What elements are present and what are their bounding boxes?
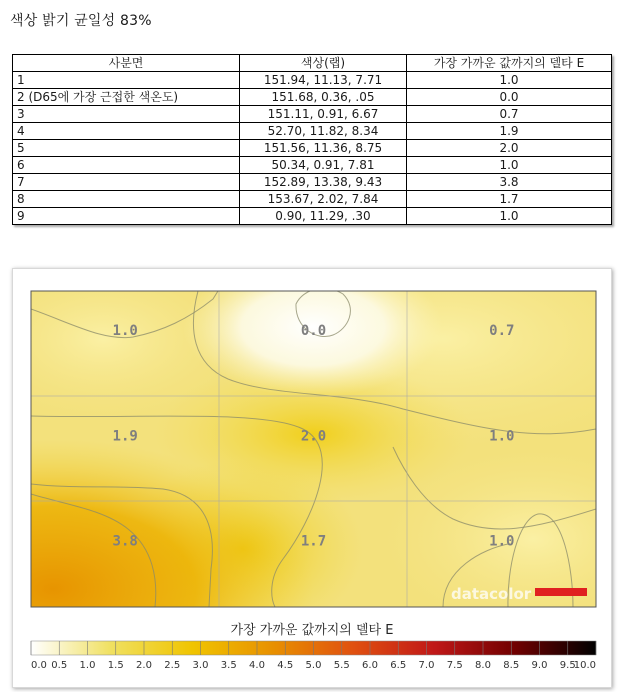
cell-lab: 52.70, 11.82, 8.34 (240, 123, 407, 140)
cell-sector: 8 (13, 191, 240, 208)
cell-lab: 0.90, 11.29, .30 (240, 208, 407, 225)
cell-lab: 153.67, 2.02, 7.84 (240, 191, 407, 208)
uniformity-table-container (12, 54, 612, 225)
watermark-accent-bar (535, 588, 587, 596)
color-scale-tick-label: 5.5 (333, 660, 350, 671)
cell-lab: 151.68, 0.36, .05 (240, 89, 407, 106)
cell-lab: 151.56, 11.36, 8.75 (240, 140, 407, 157)
color-scale-tick-label: 0.0 (31, 660, 47, 671)
cell-sector: 7 (13, 174, 240, 191)
table-row (13, 174, 612, 191)
color-scale-tick-label: 3.0 (192, 660, 209, 671)
cell-delta-e: 0.0 (407, 89, 612, 106)
color-scale-tick-label: 4.5 (277, 660, 294, 671)
table-row (13, 208, 612, 225)
header-delta-e: 가장 가까운 값까지의 델타 E (407, 55, 612, 72)
color-scale-labels (31, 660, 596, 671)
cell-delta-e: 1.0 (407, 72, 612, 89)
watermark-text: datacolor (451, 585, 532, 603)
table-header-row (13, 55, 612, 72)
heatmap-cell-label: 1.0 (112, 323, 138, 339)
color-scale-tick-label: 9.0 (531, 660, 548, 671)
color-scale-tick-label: 3.5 (220, 660, 237, 671)
color-scale-tick-label: 5.0 (305, 660, 322, 671)
heatmap-cell-label: 2.0 (300, 428, 327, 445)
cell-sector: 4 (13, 123, 240, 140)
heatmap-cell-label: 1.7 (300, 533, 327, 550)
cell-lab: 50.34, 0.91, 7.81 (240, 157, 407, 174)
color-scale-tick-label: 2.0 (136, 660, 152, 671)
color-scale-tick-label: 7.0 (418, 660, 435, 671)
cell-sector: 9 (13, 208, 240, 225)
color-scale-tick-label: 1.0 (79, 660, 96, 671)
heatmap-cell-label: 1.9 (112, 428, 138, 445)
page-title: 색상 밝기 균일성 83% (10, 13, 152, 29)
heatmap-cell-label: 3.8 (112, 533, 138, 550)
table-row (13, 106, 612, 123)
color-scale-tick-label: 10.0 (573, 660, 596, 671)
cell-lab: 151.94, 11.13, 7.71 (240, 72, 407, 89)
color-scale-tick-label: 0.5 (51, 660, 68, 671)
color-scale-tick-label: 6.0 (362, 660, 378, 671)
color-scale-tick-label: 6.5 (390, 660, 407, 671)
cell-sector: 2 (D65에 가장 근접한 색온도) (13, 89, 240, 106)
cell-delta-e: 1.0 (407, 208, 612, 225)
cell-lab: 152.89, 13.38, 9.43 (240, 174, 407, 191)
color-scale-tick-label: 9.5 (559, 660, 576, 671)
color-scale-tick-label: 8.5 (503, 660, 520, 671)
cell-lab: 151.11, 0.91, 6.67 (240, 106, 407, 123)
uniformity-table (12, 54, 612, 225)
cell-delta-e: 3.8 (407, 174, 612, 191)
table-row (13, 123, 612, 140)
color-scale-tick-label: 8.0 (475, 660, 491, 671)
table-row (13, 157, 612, 174)
table-row (13, 72, 612, 89)
color-scale-tick-label: 7.5 (446, 660, 463, 671)
cell-delta-e: 1.7 (407, 191, 612, 208)
color-scale-tick-label: 4.0 (249, 660, 265, 671)
cell-sector: 3 (13, 106, 240, 123)
cell-delta-e: 2.0 (407, 140, 612, 157)
color-scale (31, 641, 596, 671)
color-scale-ticks (31, 641, 596, 655)
heatmap-cell-label: 0.7 (489, 323, 515, 339)
heatmap-cell-label: 1.0 (489, 533, 515, 550)
heatmap-cell-label: 0.0 (300, 323, 327, 339)
cell-sector: 1 (13, 72, 240, 89)
cell-delta-e: 0.7 (407, 106, 612, 123)
table-row (13, 140, 612, 157)
uniformity-heatmap-panel (12, 268, 612, 688)
header-lab: 색상(랩) (240, 55, 407, 72)
cell-delta-e: 1.0 (407, 157, 612, 174)
color-scale-tick-label: 2.5 (164, 660, 181, 671)
heatmap-cell-label: 1.0 (489, 428, 515, 445)
table-row (13, 191, 612, 208)
header-sector: 사분면 (13, 55, 240, 72)
table-row (13, 89, 612, 106)
color-scale-title: 가장 가까운 값까지의 델타 E (230, 623, 394, 638)
cell-sector: 6 (13, 157, 240, 174)
color-scale-tick-label: 1.5 (107, 660, 124, 671)
cell-sector: 5 (13, 140, 240, 157)
cell-delta-e: 1.9 (407, 123, 612, 140)
